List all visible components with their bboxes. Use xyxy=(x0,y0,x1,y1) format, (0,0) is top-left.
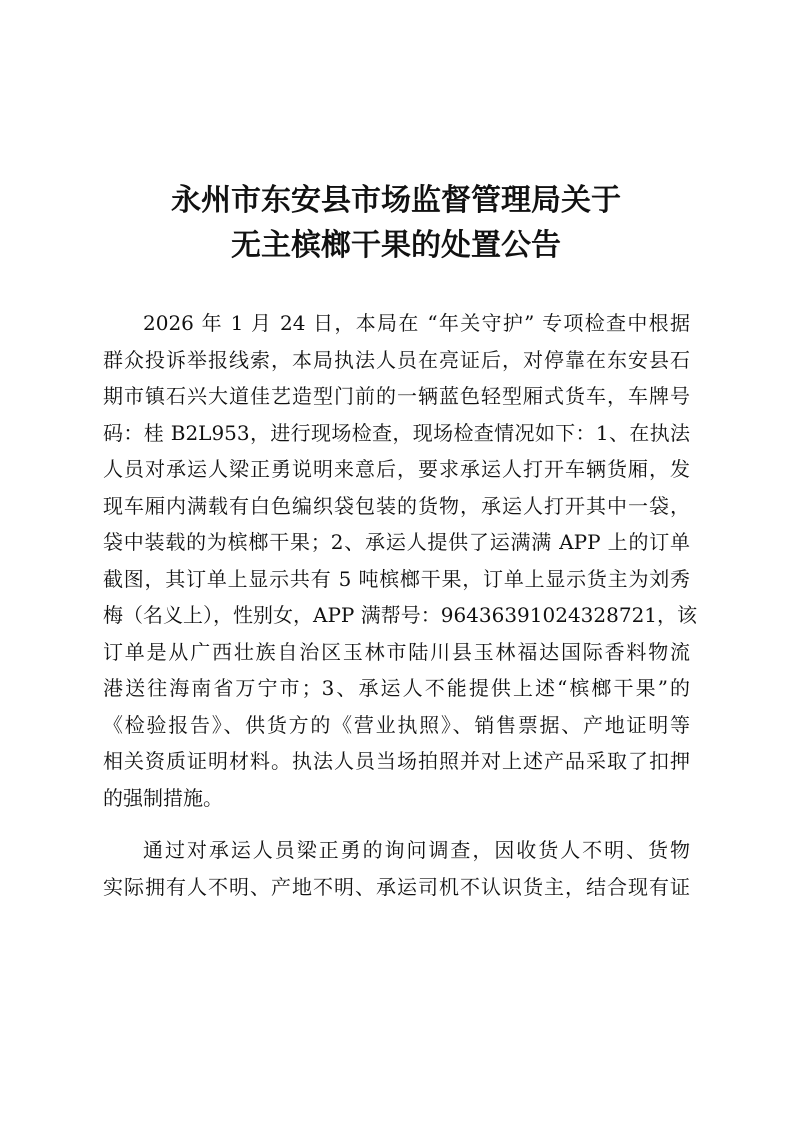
paragraph-1 xyxy=(103,305,698,816)
text-line: 2026 年 1 月 24 日，本局在 “年关守护” 专项检查中根据 xyxy=(143,311,690,335)
text-line: 港送往海南省万宁市；3、承运人不能提供上述“槟榔干果”的 xyxy=(103,676,690,700)
text-line: 截图，其订单上显示共有 5 吨槟榔干果，订单上显示货主为刘秀 xyxy=(103,566,690,591)
text-line: 的强制措施。 xyxy=(103,785,223,810)
text-line: 相关资质证明材料。执法人员当场拍照并对上述产品采取了扣押 xyxy=(103,749,690,773)
text-line: 人员对承运人梁正勇说明来意后，要求承运人打开车辆货厢，发 xyxy=(103,457,690,481)
paragraph-2 xyxy=(103,832,690,905)
document-body xyxy=(103,305,698,905)
text-line: 期市镇石兴大道佳艺造型门前的一辆蓝色轻型厢式货车，车牌号 xyxy=(103,384,690,408)
text-line: 群众投诉举报线索，本局执法人员在亮证后，对停靠在东安县石 xyxy=(103,347,690,372)
document-title xyxy=(96,178,696,268)
text-line: 现车厢内满载有白色编织袋包装的货物，承运人打开其中一袋， xyxy=(103,493,690,518)
paragraph-gap xyxy=(103,816,690,832)
text-line: 订单是从广西壮族自治区玉林市陆川县玉林福达国际香料物流 xyxy=(103,639,690,664)
title-line-2: 无主槟榔干果的处置公告 xyxy=(231,228,561,263)
text-line: 袋中装载的为槟榔干果；2、承运人提供了运满满 APP 上的订单 xyxy=(103,530,690,554)
text-line: 《检验报告》、供货方的《营业执照》、销售票据、产地证明等 xyxy=(103,712,690,737)
text-line: 通过对承运人员梁正勇的询问调查，因收货人不明、货物 xyxy=(143,838,690,862)
text-line: 梅（名义上），性别女，APP 满帮号：96436391024328721，该 xyxy=(103,603,698,627)
text-line: 实际拥有人不明、产地不明、承运司机不认识货主，结合现有证 xyxy=(103,874,690,899)
text-line: 码：桂 B2L953，进行现场检查，现场检查情况如下：1、在执法 xyxy=(103,420,690,445)
title-line-1: 永州市东安县市场监督管理局关于 xyxy=(171,183,621,218)
